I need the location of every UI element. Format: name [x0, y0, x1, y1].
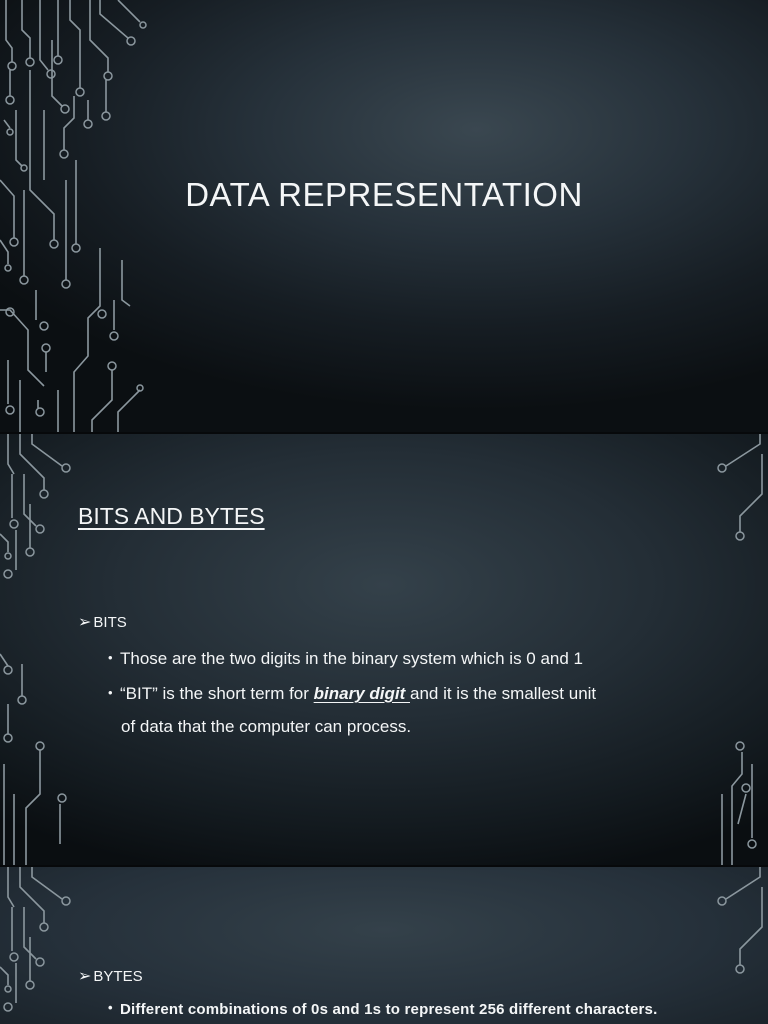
emphasis-term: binary digit	[313, 684, 410, 703]
slide-title	[0, 0, 768, 432]
arrow-bullet-icon: ➢	[78, 614, 92, 631]
slide-bytes	[0, 867, 768, 1024]
list-item-continuation: of data that the computer can process.	[121, 717, 412, 736]
circuit-decoration-right-icon	[708, 867, 768, 1024]
circuit-decoration-left-icon	[0, 0, 150, 432]
list-item	[108, 676, 708, 743]
list-item	[108, 991, 708, 1024]
list-item-text: Different combinations of 0s and 1s to represent 256 different characters.	[120, 1001, 658, 1018]
section-label: BYTES	[93, 967, 143, 985]
section-label: BITS	[93, 613, 127, 631]
arrow-bullet-icon: ➢	[78, 968, 92, 985]
list-item-text: Those are the two digits in the binary system which is 0 and 1	[120, 649, 584, 668]
section-label-bits	[78, 612, 127, 632]
circuit-decoration-right-icon	[708, 434, 768, 865]
list-item-text-after: and it is the smallest unit	[410, 684, 597, 703]
list-item-text-before: “BIT” is the short term for	[120, 684, 314, 703]
bullet-icon: •	[108, 685, 113, 700]
page-title: DATA REPRESENTATION	[185, 176, 583, 213]
bullet-icon: •	[108, 1000, 113, 1015]
bullet-icon: •	[108, 650, 113, 665]
circuit-decoration-left-icon	[0, 434, 80, 865]
section-heading: BITS AND BYTES	[78, 503, 265, 529]
circuit-decoration-left-icon	[0, 867, 80, 1024]
slide-bits-and-bytes	[0, 434, 768, 865]
section-label-bytes	[78, 966, 143, 986]
list-item	[108, 641, 708, 675]
